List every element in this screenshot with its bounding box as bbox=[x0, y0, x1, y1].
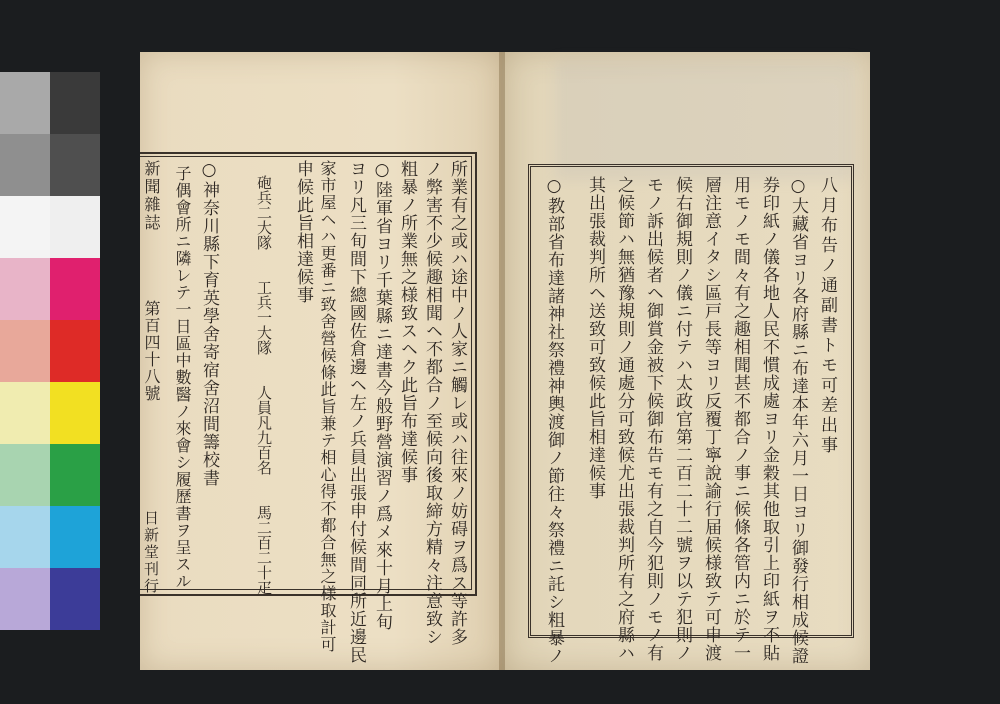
magazine-title: 新聞雜誌 bbox=[142, 160, 161, 232]
calibration-swatch bbox=[50, 568, 100, 630]
right-column-10: ○教部省布達諸神社祭禮神輿渡御ノ節往々祭禮ニ託シ粗暴ノ bbox=[544, 176, 564, 665]
right-column-1: 八月布告ノ通副書トモ可差出事 bbox=[817, 176, 837, 456]
right-column-4: 用モノモ間々有之趣相聞甚不都合ノ事ニ候條各管内ニ於テ一 bbox=[730, 176, 750, 662]
right-column-5: 層注意イタシ區戸長等ヨリ反覆丁寧說諭行届候様致テ可申渡 bbox=[701, 176, 721, 662]
right-column-2: ○大藏省ヨリ各府縣ニ布達本年六月一日ヨリ御發行相成候證 bbox=[788, 176, 808, 665]
calibration-swatch bbox=[50, 506, 100, 568]
calibration-swatch bbox=[50, 444, 100, 506]
calibration-swatch bbox=[50, 134, 100, 196]
left-column-1: 所業有之或ハ途中ノ人家ニ觸レ或ハ往來ノ妨碍ヲ爲ス等許多 bbox=[447, 160, 467, 646]
calibration-swatch bbox=[0, 506, 50, 568]
left-column-4: ○陸軍省ヨリ千葉縣ニ達書今般野營演習ノ爲メ來十月上旬 bbox=[372, 160, 392, 631]
calibration-swatch bbox=[0, 444, 50, 506]
left-column-9: ○神奈川縣下育英學舍寄宿舍沼間籌校書 bbox=[199, 160, 219, 487]
calibration-swatch bbox=[0, 134, 50, 196]
right-column-7: モノ訴出候者ヘ御賞金被下候御布告モ有之自今犯則ノモノ有 bbox=[643, 176, 663, 662]
calibration-swatch bbox=[50, 196, 100, 258]
issue-number: 第百四十八號 bbox=[142, 300, 161, 402]
right-column-6: 候右御規則ノ儀ニ付テハ太政官第二百二十二號ヲ以テ犯則ノ bbox=[672, 176, 692, 662]
right-column-8: 之候節ハ無猶豫規則ノ通處分可致候尤出張裁判所有之府縣ハ bbox=[614, 176, 634, 662]
left-column-8: 砲兵二大隊 工兵一大隊 人員凡九百名 馬二百二十疋 bbox=[255, 175, 273, 595]
right-column-9: 其出張裁判所ヘ送致可致候此旨相達候事 bbox=[585, 176, 605, 500]
calibration-swatch bbox=[0, 72, 50, 134]
calibration-swatch bbox=[50, 72, 100, 134]
color-calibration-strip bbox=[0, 72, 100, 632]
left-column-2: ノ弊害不少候趣相聞ヘ不都合ノ至候向後取締方精々注意致シ bbox=[422, 160, 442, 646]
calibration-swatch bbox=[0, 196, 50, 258]
book-gutter bbox=[499, 52, 505, 670]
calibration-swatch bbox=[0, 382, 50, 444]
calibration-swatch bbox=[0, 258, 50, 320]
calibration-swatch bbox=[0, 568, 50, 630]
page-stain bbox=[555, 60, 855, 180]
calibration-swatch bbox=[50, 382, 100, 444]
left-column-6: 家市屋ヘハ更番ニ致舍營候條此旨兼テ相心得不都合無之様取計可 bbox=[318, 160, 337, 653]
left-column-7: 申候此旨相達候事 bbox=[293, 160, 313, 304]
left-column-10: 子偶會所ニ隣レテ一日區中數醫ノ來會シ履歷書ヲ呈スル bbox=[173, 165, 192, 590]
calibration-swatch bbox=[50, 320, 100, 382]
right-column-3: 券印紙ノ儀各地人民不慣成處ヨリ金穀其他取引上印紙ヲ不貼 bbox=[759, 176, 779, 662]
calibration-swatch bbox=[50, 258, 100, 320]
calibration-swatch bbox=[0, 320, 50, 382]
publisher: 日新堂刊行 bbox=[142, 510, 160, 595]
left-column-5: ヨリ凡三旬間下總國佐倉邊ヘ左ノ兵員出張申付候間同所近邊民 bbox=[346, 160, 366, 664]
left-column-3: 粗暴ノ所業無之様致スヘク此旨布達候事 bbox=[397, 160, 417, 484]
